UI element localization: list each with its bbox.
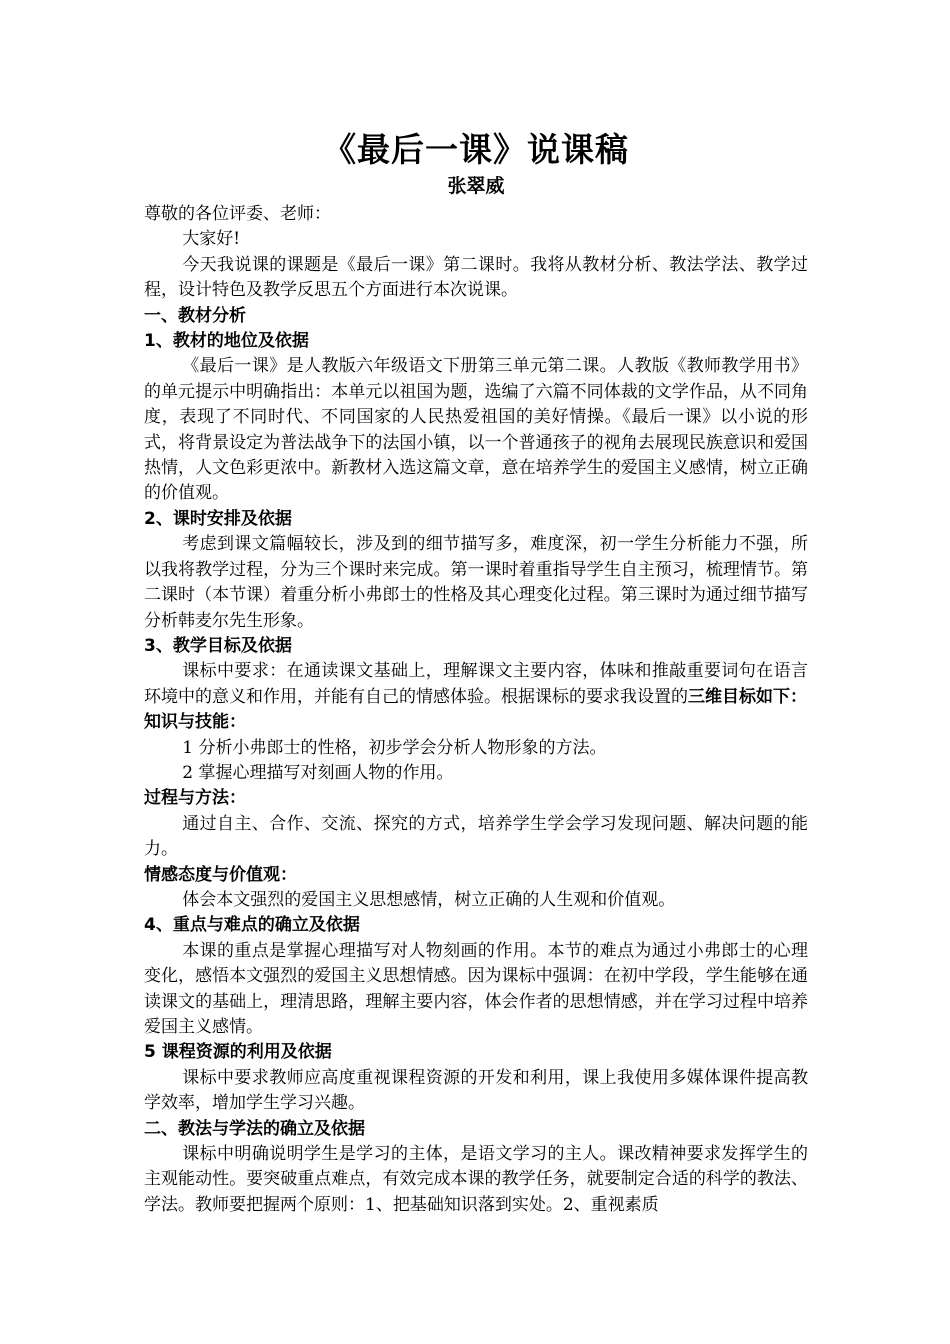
subsection-heading-1-2: 2、课时安排及依据 bbox=[144, 508, 292, 529]
paragraph-1-3-text: 课标中要求：在通读课文基础上，理解课文主要内容，体味和推敲重要词句在语言环境中的意义和作用，并能有自己的情感体验。根据课标的要求我设置的 bbox=[144, 661, 808, 707]
goal-knowledge-heading: 知识与技能： bbox=[144, 712, 246, 733]
subsection-heading-1-5: 5 课程资源的利用及依据 bbox=[144, 1042, 332, 1063]
paragraph-1-5: 课标中要求教师应高度重视课程资源的开发和利用，课上我使用多媒体课件提高教学效率，增加学生学习兴趣。 bbox=[144, 1067, 808, 1114]
subsection-heading-1-3: 3、教学目标及依据 bbox=[144, 635, 292, 656]
paragraph-1-1: 《最后一课》是人教版六年级语文下册第三单元第二课。人教版《教师教学用书》的单元提示中明确指出：本单元以祖国为题，选编了六篇不同体裁的文学作品，从不同角度，表现了不同时代、不同国家的人民热爱祖国的美好情操。《最后一课》以小说的形式，将背景设定为普法战争下的法国小镇，以一个普通孩子的视角去展现民族意识和爱国热情，人文色彩更浓中。新教材入选这篇文章，意在培养学生的爱国主义感情，树立正确的价值观。 bbox=[144, 356, 808, 504]
paragraph-2: 课标中明确说明学生是学习的主体，是语文学习的主人。课改精神要求发挥学生的主观能动性。要突破重点难点，有效完成本课的教学任务，就要制定合适的科学的教法、学法。教师要把握两个原则：1、把基础知识落到实处。2、重视素质 bbox=[144, 1144, 808, 1215]
document-title: 《最后一课》说课稿 bbox=[323, 130, 629, 169]
paragraph-1-2: 考虑到课文篇幅较长，涉及到的细节描写多，难度深，初一学生分析能力不强，所以我将教学过程，分为三个课时来完成。第一课时着重指导学生自主预习，梳理情节。第二课时（本节课）着重分析小弗郎士的性格及其心理变化过程。第三课时为通过细节描写分析韩麦尔先生形象。 bbox=[144, 534, 808, 631]
paragraph-1-3 bbox=[144, 659, 808, 710]
goal-knowledge-item-2: 2 掌握心理描写对刻画人物的作用。 bbox=[182, 762, 454, 783]
intro-paragraph: 今天我说课的课题是《最后一课》第二课时。我将从教材分析、教法学法、教学过程，设计特色及教学反思五个方面进行本次说课。 bbox=[144, 254, 808, 301]
salutation: 尊敬的各位评委、老师： bbox=[144, 204, 331, 224]
goal-emotion-heading: 情感态度与价值观： bbox=[144, 864, 297, 885]
greeting: 大家好! bbox=[182, 229, 241, 250]
paragraph-1-3-emphasis: 三维目标如下： bbox=[688, 686, 807, 707]
goal-emotion-text: 体会本文强烈的爱国主义思想感情，树立正确的人生观和价值观。 bbox=[182, 889, 676, 910]
author-name: 张翠威 bbox=[447, 175, 505, 197]
section-heading-1: 一、教材分析 bbox=[144, 305, 246, 326]
goal-process-text: 通过自主、合作、交流、探究的方式，培养学生学会学习发现问题、解决问题的能力。 bbox=[144, 813, 808, 860]
goal-knowledge-item-1: 1 分析小弗郎士的性格，初步学会分析人物形象的方法。 bbox=[182, 737, 607, 758]
subsection-heading-1-1: 1、教材的地位及依据 bbox=[144, 331, 309, 352]
subsection-heading-1-4: 4、重点与难点的确立及依据 bbox=[144, 915, 360, 936]
goal-process-heading: 过程与方法： bbox=[144, 788, 246, 809]
section-heading-2: 二、教法与学法的确立及依据 bbox=[144, 1118, 365, 1139]
paragraph-1-4: 本课的重点是掌握心理描写对人物刻画的作用。本节的难点为通过小弗郎士的心理变化，感悟本文强烈的爱国主义思想情感。因为课标中强调：在初中学段，学生能够在通读课文的基础上，理清思路，理解主要内容，体会作者的思想情感，并在学习过程中培养爱国主义感情。 bbox=[144, 940, 808, 1037]
